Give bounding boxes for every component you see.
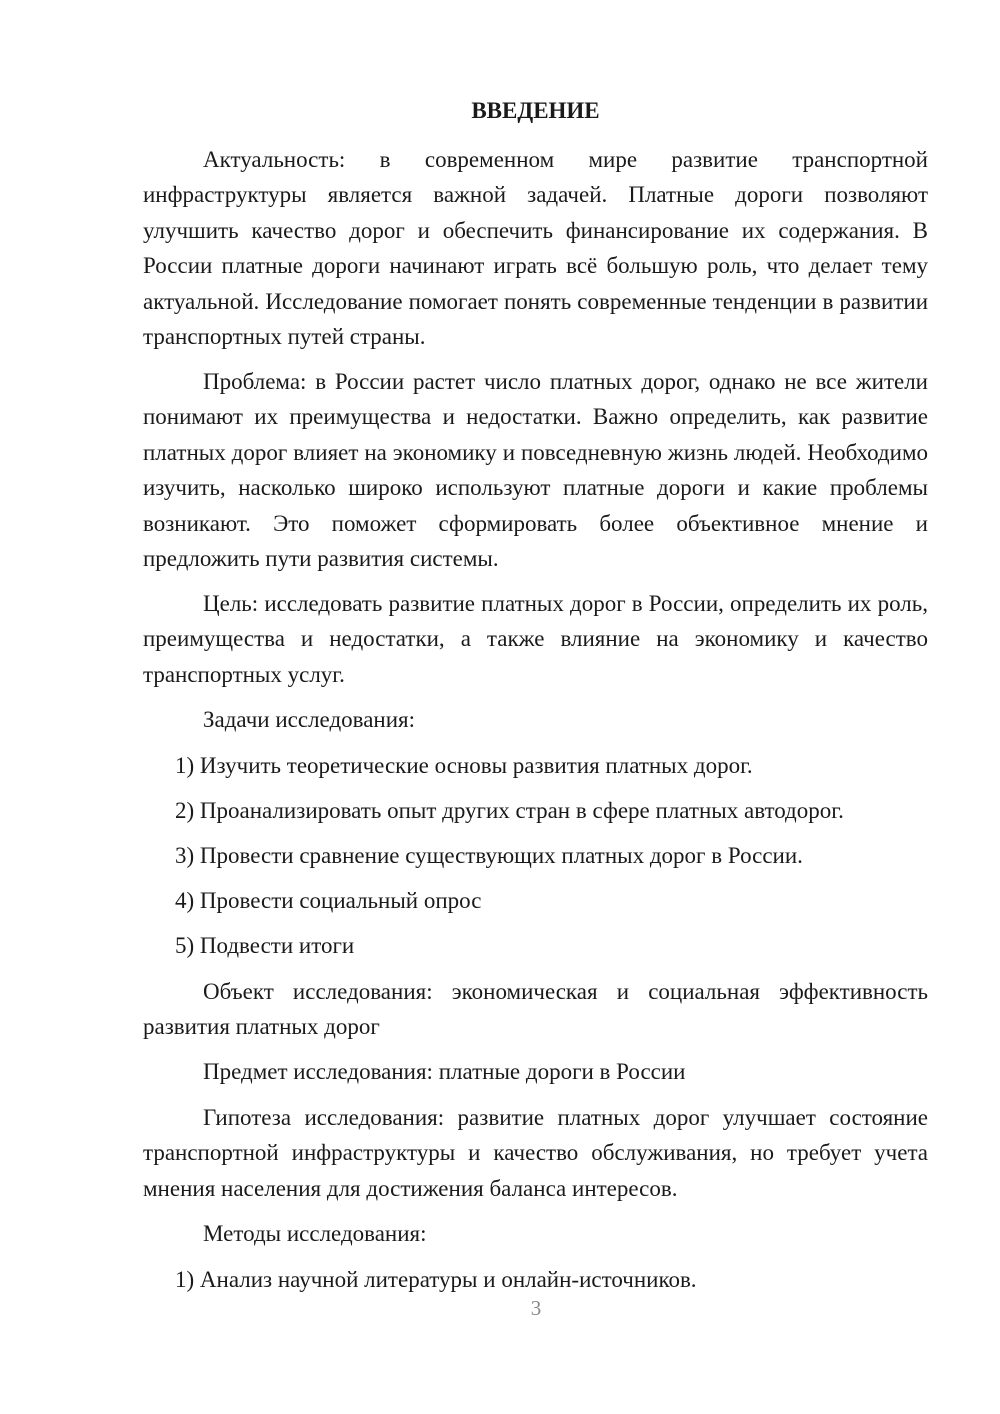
task-item: 1) Изучить теоретические основы развития платных дорог. — [175, 753, 753, 778]
problem-paragraph: Проблема: в России растет число платных дорог, однако не все жители понимают их преимущества и недостатки. Важно определить, как развитие платных дорог влияет на экономику и повседневную жизнь людей. Необходимо изучить, насколько широко используют платные дороги и какие проблемы возникают. Это поможет сформировать более объективное мнение и предложить пути развития системы. — [143, 369, 928, 572]
method-item: 1) Анализ научной литературы и онлайн-источников. — [175, 1267, 697, 1292]
object-paragraph: Объект исследования: экономическая и социальная эффективность развития платных дорог — [143, 979, 928, 1040]
hypothesis-paragraph: Гипотеза исследования: развитие платных дорог улучшает состояние транспортной инфраструктуры и качество обслуживания, но требует учета мнения населения для достижения баланса интересов. — [143, 1105, 928, 1201]
page-number: 3 — [530, 1296, 542, 1320]
relevance-paragraph: Актуальность: в современном мире развитие транспортной инфраструктуры является важной задачей. Платные дороги позволяют улучшить качество дорог и обеспечить финансирование их содержания. В России платные дороги начинают играть всё большую роль, что делает тему актуальной. Исследование помогает понять современные тенденции в развитии транспортных путей страны. — [143, 147, 928, 350]
task-item: 5) Подвести итоги — [175, 933, 355, 958]
task-item: 2) Проанализировать опыт других стран в сфере платных автодорог. — [175, 798, 844, 823]
page-title: ВВЕДЕНИЕ — [471, 98, 600, 123]
tasks-heading: Задачи исследования: — [203, 707, 416, 732]
task-item: 3) Провести сравнение существующих платных дорог в России. — [175, 843, 803, 868]
task-item: 4) Провести социальный опрос — [175, 888, 482, 913]
methods-heading: Методы исследования: — [203, 1221, 427, 1246]
goal-paragraph: Цель: исследовать развитие платных дорог в России, определить их роль, преимущества и недостатки, а также влияние на экономику и качество транспортных услуг. — [143, 591, 928, 687]
subject-paragraph: Предмет исследования: платные дороги в России — [203, 1059, 686, 1084]
